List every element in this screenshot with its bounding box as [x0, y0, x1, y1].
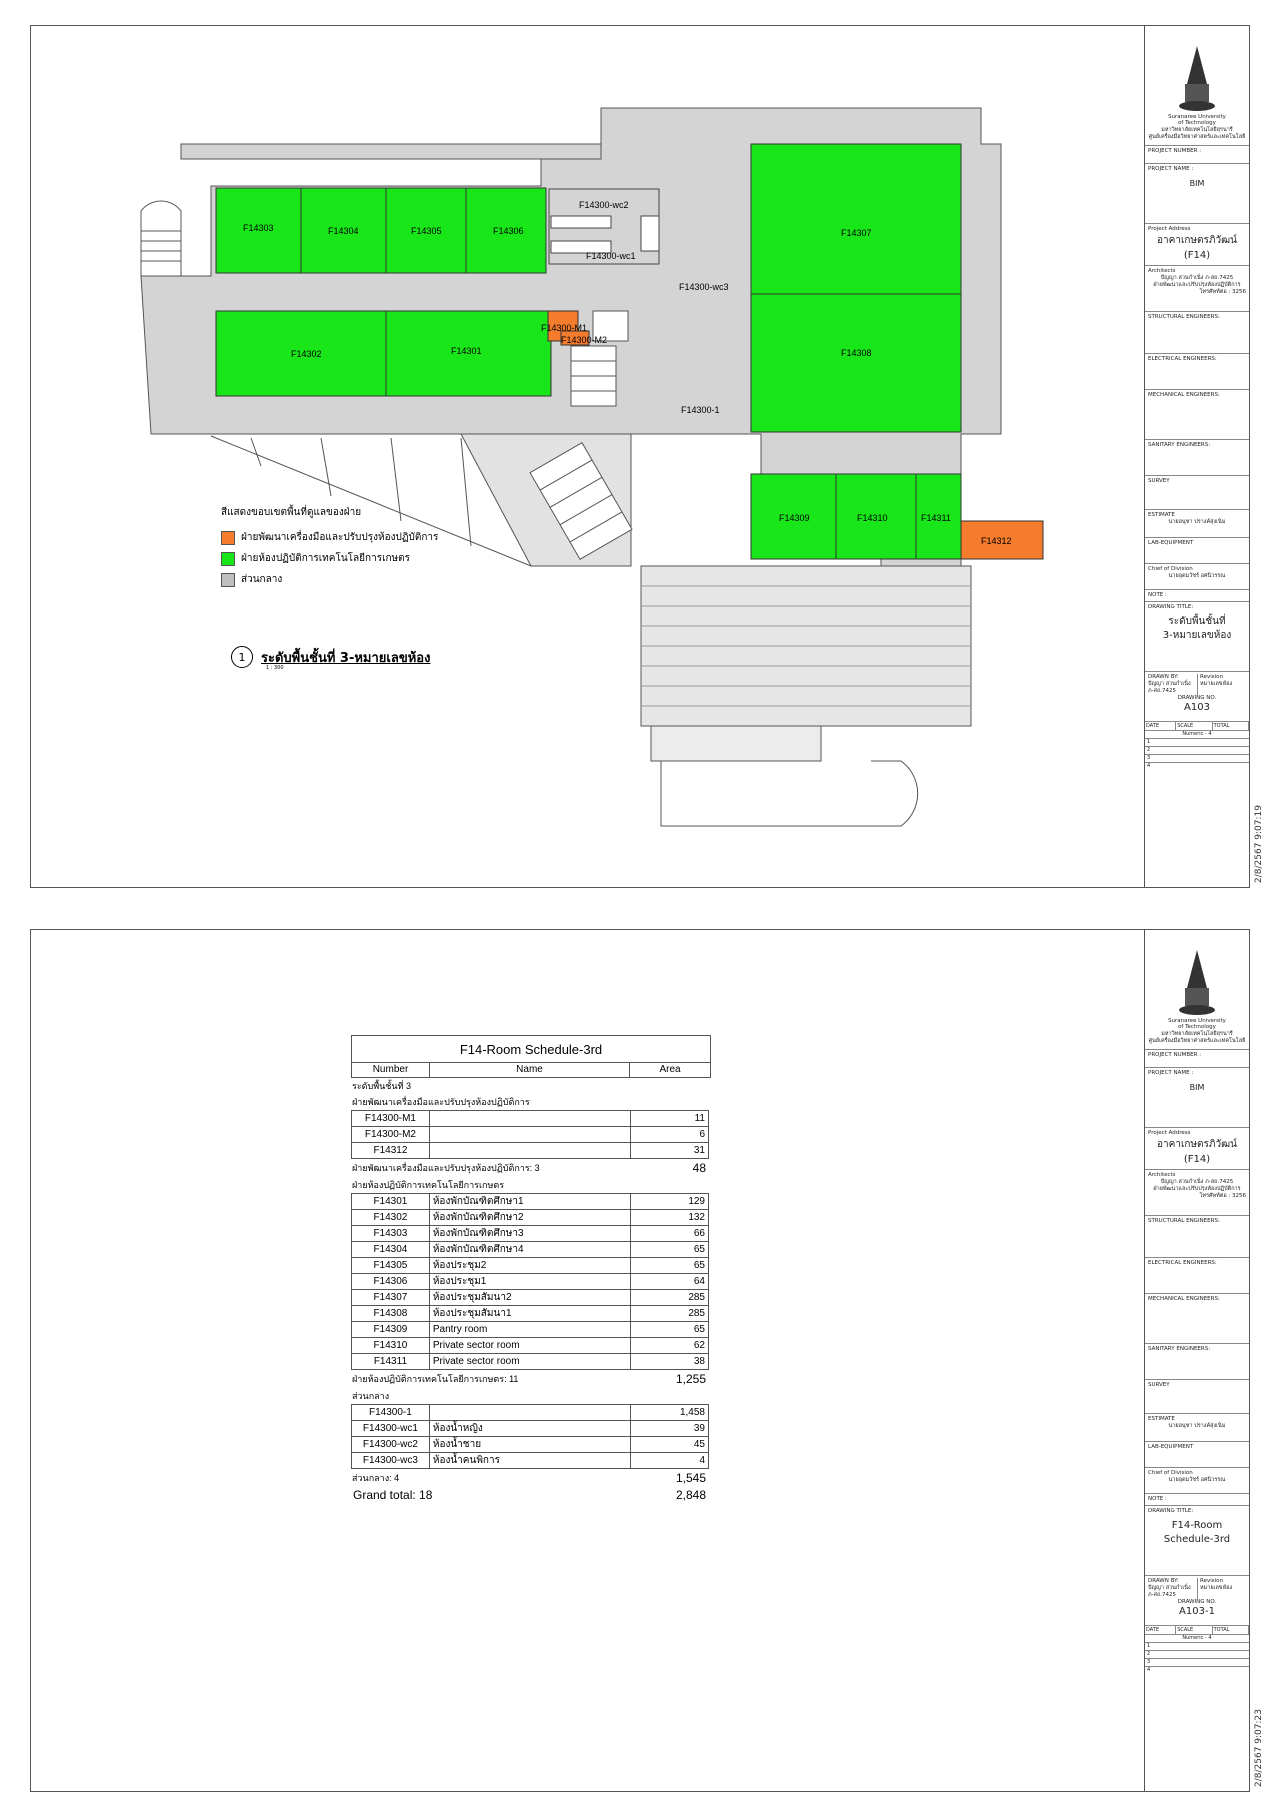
estimate-name: นายอนุชา ปรางค์สุ่งเนิม — [1168, 518, 1226, 525]
address-line: อาคาเกษตรภิวัฒน์ — [1157, 1138, 1237, 1150]
architects-block — [1145, 266, 1249, 312]
univ-name-th: มหาวิทยาลัยเทคโนโลยีสุรนารี — [1161, 1031, 1233, 1038]
group-label: ฝ่ายห้องปฏิบัติการเทคโนโลยีการเกษตร — [352, 1180, 505, 1190]
label-c1: F14300-1 — [681, 405, 720, 415]
revision-value: หมายเลขห้อง — [1200, 680, 1233, 687]
room-number: F14307 — [352, 1290, 430, 1306]
lab-equipment: LAB-EQUIPMENT — [1145, 1442, 1249, 1468]
view-scale: 1 : 300 — [266, 665, 284, 671]
univ-name-en: Suranaree University — [1168, 113, 1226, 120]
table-row — [352, 1306, 709, 1322]
room-name: ห้องประชุมสัมนา1 — [429, 1306, 630, 1322]
architects-block — [1145, 1170, 1249, 1216]
room-area: 31 — [631, 1143, 709, 1159]
view-title — [231, 646, 431, 671]
room-name: ห้องประชุมสัมนา2 — [429, 1290, 630, 1306]
subtotal-value: 48 — [692, 1161, 706, 1175]
drawing-title-label: DRAWING TITLE: — [1148, 1508, 1194, 1514]
center-name: ศูนย์เครื่องมือวิทยาศาสตร์และเทคโนโลยี — [1148, 1038, 1246, 1045]
label-wc1: F14300-wc1 — [586, 251, 636, 261]
label-F14303: F14303 — [243, 223, 274, 233]
legend-label: ฝ่ายห้องปฏิบัติการเทคโนโลยีการเกษตร — [241, 553, 410, 564]
room-area: 39 — [631, 1421, 709, 1437]
univ-name-en2: of Technology — [1178, 120, 1216, 127]
label-F14306: F14306 — [493, 226, 524, 236]
room-number: F14311 — [352, 1354, 430, 1370]
room-number: F14305 — [352, 1258, 430, 1274]
legend-label: ฝ่ายพัฒนาเครื่องมือและปรับปรุงห้องปฏิบัติการ — [241, 532, 439, 543]
group-label: ส่วนกลาง — [352, 1391, 390, 1401]
col-scale: SCALE — [1176, 1626, 1212, 1634]
rev-row: 4 — [1145, 762, 1249, 770]
rev-row: 3 — [1145, 1658, 1249, 1666]
legend-item — [221, 530, 438, 545]
room-area: 129 — [631, 1194, 709, 1210]
title-block — [1144, 26, 1264, 887]
room-area: 65 — [631, 1242, 709, 1258]
room-number: F14308 — [352, 1306, 430, 1322]
mechanical: MECHANICAL ENGINEERS: — [1145, 390, 1249, 440]
room-area: 285 — [631, 1290, 709, 1306]
room-area: 285 — [631, 1306, 709, 1322]
legend-label: ส่วนกลาง — [241, 574, 283, 585]
label-F14305: F14305 — [411, 226, 442, 236]
revision-grid — [1145, 722, 1249, 770]
chief-name: นายอุดมวัชร์ อศนิวรรณ — [1168, 1476, 1226, 1483]
schedule-header — [351, 1063, 711, 1078]
drawn-by-reg: ภ-สถ.7425 — [1148, 1591, 1177, 1598]
label-m2: F14300-M2 — [561, 335, 608, 345]
subtotal-value: 1,545 — [675, 1471, 706, 1485]
level-label: ระดับพื้นชั้นที่ 3 — [352, 1081, 412, 1091]
grand-total-value: 2,848 — [675, 1488, 706, 1502]
subtotal-label: ฝ่ายพัฒนาเครื่องมือและปรับปรุงห้องปฏิบัติการ: 3 — [352, 1163, 540, 1173]
project-name-label: PROJECT NAME : — [1148, 1070, 1194, 1076]
legend-swatch — [221, 573, 235, 587]
univ-name-en: Suranaree University — [1168, 1017, 1226, 1024]
room-area: 65 — [631, 1322, 709, 1338]
label-F14308: F14308 — [841, 348, 872, 358]
sanitary: SANITARY ENGINEERS: — [1145, 440, 1249, 476]
revision-label: Revision — [1200, 674, 1223, 680]
title-block — [1144, 930, 1264, 1791]
table-row — [352, 1274, 709, 1290]
room-name: ห้องพักบัณฑิตศึกษา3 — [429, 1226, 630, 1242]
floor-plan — [31, 26, 1146, 889]
estimate-block — [1145, 510, 1249, 538]
col-date: DATE — [1145, 722, 1176, 730]
table-row — [352, 1437, 709, 1453]
table-row — [352, 1258, 709, 1274]
label-F14310: F14310 — [857, 513, 888, 523]
chief-block — [1145, 564, 1249, 590]
rev-row: 1 — [1145, 1642, 1249, 1650]
structural: STRUCTURAL ENGINEERS: — [1145, 312, 1249, 354]
legend-swatch — [221, 531, 235, 545]
room-area: 65 — [631, 1258, 709, 1274]
address-line: (F14) — [1183, 1153, 1211, 1165]
rev-row: 2 — [1145, 1650, 1249, 1658]
room-area: 62 — [631, 1338, 709, 1354]
room-name: ห้องน้ำคนพิการ — [429, 1453, 630, 1469]
room-area: 11 — [631, 1111, 709, 1127]
group-table — [351, 1404, 709, 1469]
legend-swatch — [221, 552, 235, 566]
chief-label: Chief of Division — [1148, 1470, 1193, 1476]
university-seal-icon — [1177, 44, 1217, 114]
univ-name-en2: of Technology — [1178, 1024, 1216, 1031]
room-number: F14300-wc1 — [352, 1421, 430, 1437]
drawing-title-line: Schedule-3rd — [1163, 1534, 1231, 1546]
room-name — [429, 1111, 630, 1127]
drawn-by-label: DRAWN BY: — [1148, 674, 1179, 680]
table-row — [352, 1453, 709, 1469]
architect-line: ฝ่ายพัฒนาและปรับปรุงห้องปฏิบัติการ — [1153, 1185, 1241, 1192]
note: NOTE : — [1145, 1494, 1249, 1506]
drawn-by-label: DRAWN BY: — [1148, 1578, 1179, 1584]
architect-line: ปัญญา สวนกำเนิ่ง ภ-สถ.7425 — [1160, 1178, 1234, 1185]
print-timestamp: 2/8/2567 9:07:23 — [1253, 1709, 1264, 1787]
room-name — [429, 1127, 630, 1143]
university-logo-block — [1145, 26, 1249, 146]
table-row — [352, 1322, 709, 1338]
print-timestamp: 2/8/2567 9:07:19 — [1253, 805, 1264, 883]
room-number: F14301 — [352, 1194, 430, 1210]
address-block — [1145, 1128, 1249, 1170]
subtotal-value: 1,255 — [675, 1372, 706, 1386]
drawn-by-name: ปัญญา สวนกำเนิ่ง — [1148, 680, 1191, 687]
table-row — [352, 1405, 709, 1421]
architects-label: Architects — [1148, 268, 1176, 274]
legend-item — [221, 551, 438, 566]
rev-row: 4 — [1145, 1666, 1249, 1674]
project-number: PROJECT NUMBER : — [1145, 146, 1249, 164]
group-table — [351, 1193, 709, 1370]
room-name: Private sector room — [429, 1338, 630, 1354]
view-number: 1 — [231, 646, 253, 668]
table-row — [352, 1421, 709, 1437]
address-label: Project Address — [1148, 1130, 1191, 1136]
drawing-title-label: DRAWING TITLE: — [1148, 604, 1194, 610]
col-total: TOTAL — [1213, 722, 1249, 730]
room-area: 66 — [631, 1226, 709, 1242]
revision-grid-header — [1145, 1626, 1249, 1634]
room-number: F14300-M2 — [352, 1127, 430, 1143]
color-legend — [221, 505, 438, 593]
grand-total-row — [351, 1487, 709, 1503]
electrical: ELECTRICAL ENGINEERS: — [1145, 1258, 1249, 1294]
room-number: F14304 — [352, 1242, 430, 1258]
table-row — [352, 1210, 709, 1226]
revision-grid — [1145, 1626, 1249, 1674]
subtotal-label: ส่วนกลาง: 4 — [352, 1473, 400, 1483]
drawing-no-label: DRAWING NO. — [1177, 1598, 1217, 1605]
room-schedule-sheet — [30, 929, 1264, 1792]
label-F14309: F14309 — [779, 513, 810, 523]
label-F14302: F14302 — [291, 349, 322, 359]
view-title-text: ระดับพื้นชั้นที่ 3-หมายเลขห้อง — [261, 650, 431, 666]
estimate-block — [1145, 1414, 1249, 1442]
table-row — [352, 1226, 709, 1242]
room-number: F14300-wc3 — [352, 1453, 430, 1469]
table-row — [352, 1290, 709, 1306]
rev-row: 2 — [1145, 746, 1249, 754]
room-name — [429, 1405, 630, 1421]
room-name: ห้องน้ำหญิง — [429, 1421, 630, 1437]
project-name-label: PROJECT NAME : — [1148, 166, 1194, 172]
legend-item — [221, 572, 438, 587]
electrical: ELECTRICAL ENGINEERS: — [1145, 354, 1249, 390]
revision-grid-header — [1145, 722, 1249, 730]
room-number: F14302 — [352, 1210, 430, 1226]
header-number: Number — [352, 1063, 430, 1077]
group-label: ฝ่ายพัฒนาเครื่องมือและปรับปรุงห้องปฏิบัติการ — [352, 1097, 530, 1107]
room-schedule-table — [351, 1035, 711, 1503]
label-wc2: F14300-wc2 — [579, 200, 629, 210]
room-name — [429, 1143, 630, 1159]
table-row — [352, 1338, 709, 1354]
label-F14311: F14311 — [921, 513, 951, 523]
table-row — [352, 1194, 709, 1210]
col-scale: SCALE — [1176, 722, 1212, 730]
project-name-block — [1145, 164, 1249, 224]
numeric-label: Numeric - 4 — [1145, 1634, 1249, 1641]
room-number: F14300-M1 — [352, 1111, 430, 1127]
project-name-block — [1145, 1068, 1249, 1128]
label-F14307: F14307 — [841, 228, 872, 238]
legend-title: สีแสดงขอบเขตพื้นที่ดูแลของฝ่าย — [221, 507, 362, 518]
center-name: ศูนย์เครื่องมือวิทยาศาสตร์และเทคโนโลยี — [1148, 134, 1246, 141]
room-name: ห้องพักบัณฑิตศึกษา4 — [429, 1242, 630, 1258]
drawing-title — [1148, 1515, 1246, 1552]
table-row — [352, 1354, 709, 1370]
label-F14304: F14304 — [328, 226, 359, 236]
group-subtotal-row — [351, 1159, 709, 1177]
room-area: 1,458 — [631, 1405, 709, 1421]
group-table — [351, 1110, 709, 1159]
table-row — [352, 1127, 709, 1143]
room-number: F14300-wc2 — [352, 1437, 430, 1453]
room-name: ห้องประชุม1 — [429, 1274, 630, 1290]
drawn-by-name: ปัญญา สวนกำเนิ่ง — [1148, 1584, 1191, 1591]
label-F14312: F14312 — [981, 536, 1012, 546]
revision-value: หมายเลขห้อง — [1200, 1584, 1233, 1591]
group-subtotal-row — [351, 1469, 709, 1487]
room-area: 45 — [631, 1437, 709, 1453]
col-total: TOTAL — [1213, 1626, 1249, 1634]
chief-label: Chief of Division — [1148, 566, 1193, 572]
rev-row: 1 — [1145, 738, 1249, 746]
label-F14301: F14301 — [451, 346, 482, 356]
header-area: Area — [659, 1064, 681, 1075]
room-number: F14306 — [352, 1274, 430, 1290]
address-label: Project Address — [1148, 226, 1191, 232]
drawn-by-reg: ภ-สถ.7425 — [1148, 687, 1177, 694]
room-area: 64 — [631, 1274, 709, 1290]
drawing-title-line: 3-หมายเลขห้อง — [1162, 630, 1232, 642]
room-number: F14309 — [352, 1322, 430, 1338]
drawing-number: A103 — [1184, 701, 1210, 713]
note: NOTE : — [1145, 590, 1249, 602]
room-name: ห้องประชุม2 — [429, 1258, 630, 1274]
room-area: 4 — [631, 1453, 709, 1469]
survey: SURVEY — [1145, 476, 1249, 510]
room-name: ห้องพักบัณฑิตศึกษา1 — [429, 1194, 630, 1210]
lab-equipment: LAB-EQUIPMENT — [1145, 538, 1249, 564]
floor-plan-sheet — [30, 25, 1264, 888]
subtotal-label: ฝ่ายห้องปฏิบัติการเทคโนโลยีการเกษตร: 11 — [352, 1374, 519, 1384]
rev-row: 3 — [1145, 754, 1249, 762]
drawn-by-block — [1145, 1576, 1249, 1626]
architect-line: ฝ่ายพัฒนาและปรับปรุงห้องปฏิบัติการ — [1153, 281, 1241, 288]
address-line: (F14) — [1183, 249, 1211, 261]
architect-line: โทรศัพท์ต่อ : 3256 — [1199, 288, 1246, 295]
revision-label: Revision — [1200, 1578, 1223, 1584]
room-number: F14300-1 — [352, 1405, 430, 1421]
schedule-groups — [351, 1094, 711, 1487]
grand-total-label: Grand total: 18 — [353, 1488, 433, 1502]
room-area: 38 — [631, 1354, 709, 1370]
room-name: Private sector room — [429, 1354, 630, 1370]
header-name: Name — [430, 1063, 630, 1077]
label-m1: F14300-M1 — [541, 323, 588, 333]
room-number: F14303 — [352, 1226, 430, 1242]
room-area: 132 — [631, 1210, 709, 1226]
schedule-title: F14-Room Schedule-3rd — [351, 1035, 711, 1063]
room-number: F14310 — [352, 1338, 430, 1354]
drawing-title-block — [1145, 1506, 1249, 1576]
chief-block — [1145, 1468, 1249, 1494]
address-block — [1145, 224, 1249, 266]
table-row — [352, 1143, 709, 1159]
mechanical: MECHANICAL ENGINEERS: — [1145, 1294, 1249, 1344]
university-seal-icon — [1177, 948, 1217, 1018]
room-number: F14312 — [352, 1143, 430, 1159]
drawing-title-block — [1145, 602, 1249, 672]
col-date: DATE — [1145, 1626, 1176, 1634]
project-number: PROJECT NUMBER : — [1145, 1050, 1249, 1068]
project-name-value: BIM — [1189, 1082, 1205, 1092]
estimate-label: ESTIMATE — [1148, 1416, 1175, 1422]
room-area: 6 — [631, 1127, 709, 1143]
estimate-name: นายอนุชา ปรางค์สุ่งเนิม — [1168, 1422, 1226, 1429]
drawn-by-block — [1145, 672, 1249, 722]
room-name: ห้องพักบัณฑิตศึกษา2 — [429, 1210, 630, 1226]
architect-line: ปัญญา สวนกำเนิ่ง ภ-สถ.7425 — [1160, 274, 1234, 281]
structural: STRUCTURAL ENGINEERS: — [1145, 1216, 1249, 1258]
univ-name-th: มหาวิทยาลัยเทคโนโลยีสุรนารี — [1161, 127, 1233, 134]
drawing-no-label: DRAWING NO. — [1177, 694, 1217, 701]
chief-name: นายอุดมวัชร์ อศนิวรรณ — [1168, 572, 1226, 579]
project-name-value: BIM — [1189, 178, 1205, 188]
sanitary: SANITARY ENGINEERS: — [1145, 1344, 1249, 1380]
drawing-title-line: F14-Room — [1171, 1519, 1223, 1531]
room-name: ห้องน้ำชาย — [429, 1437, 630, 1453]
table-row — [352, 1242, 709, 1258]
group-subtotal-row — [351, 1370, 709, 1388]
survey: SURVEY — [1145, 1380, 1249, 1414]
table-row — [352, 1111, 709, 1127]
architects-label: Architects — [1148, 1172, 1176, 1178]
room-name: Pantry room — [429, 1322, 630, 1338]
numeric-label: Numeric - 4 — [1145, 730, 1249, 737]
address-line: อาคาเกษตรภิวัฒน์ — [1157, 234, 1237, 246]
architect-line: โทรศัพท์ต่อ : 3256 — [1199, 1192, 1246, 1199]
drawing-title-line: ระดับพื้นชั้นที่ — [1168, 615, 1226, 627]
drawing-number: A103-1 — [1179, 1605, 1215, 1617]
university-logo-block — [1145, 930, 1249, 1050]
drawing-title — [1148, 611, 1246, 648]
estimate-label: ESTIMATE — [1148, 512, 1175, 518]
label-wc3: F14300-wc3 — [679, 282, 729, 292]
